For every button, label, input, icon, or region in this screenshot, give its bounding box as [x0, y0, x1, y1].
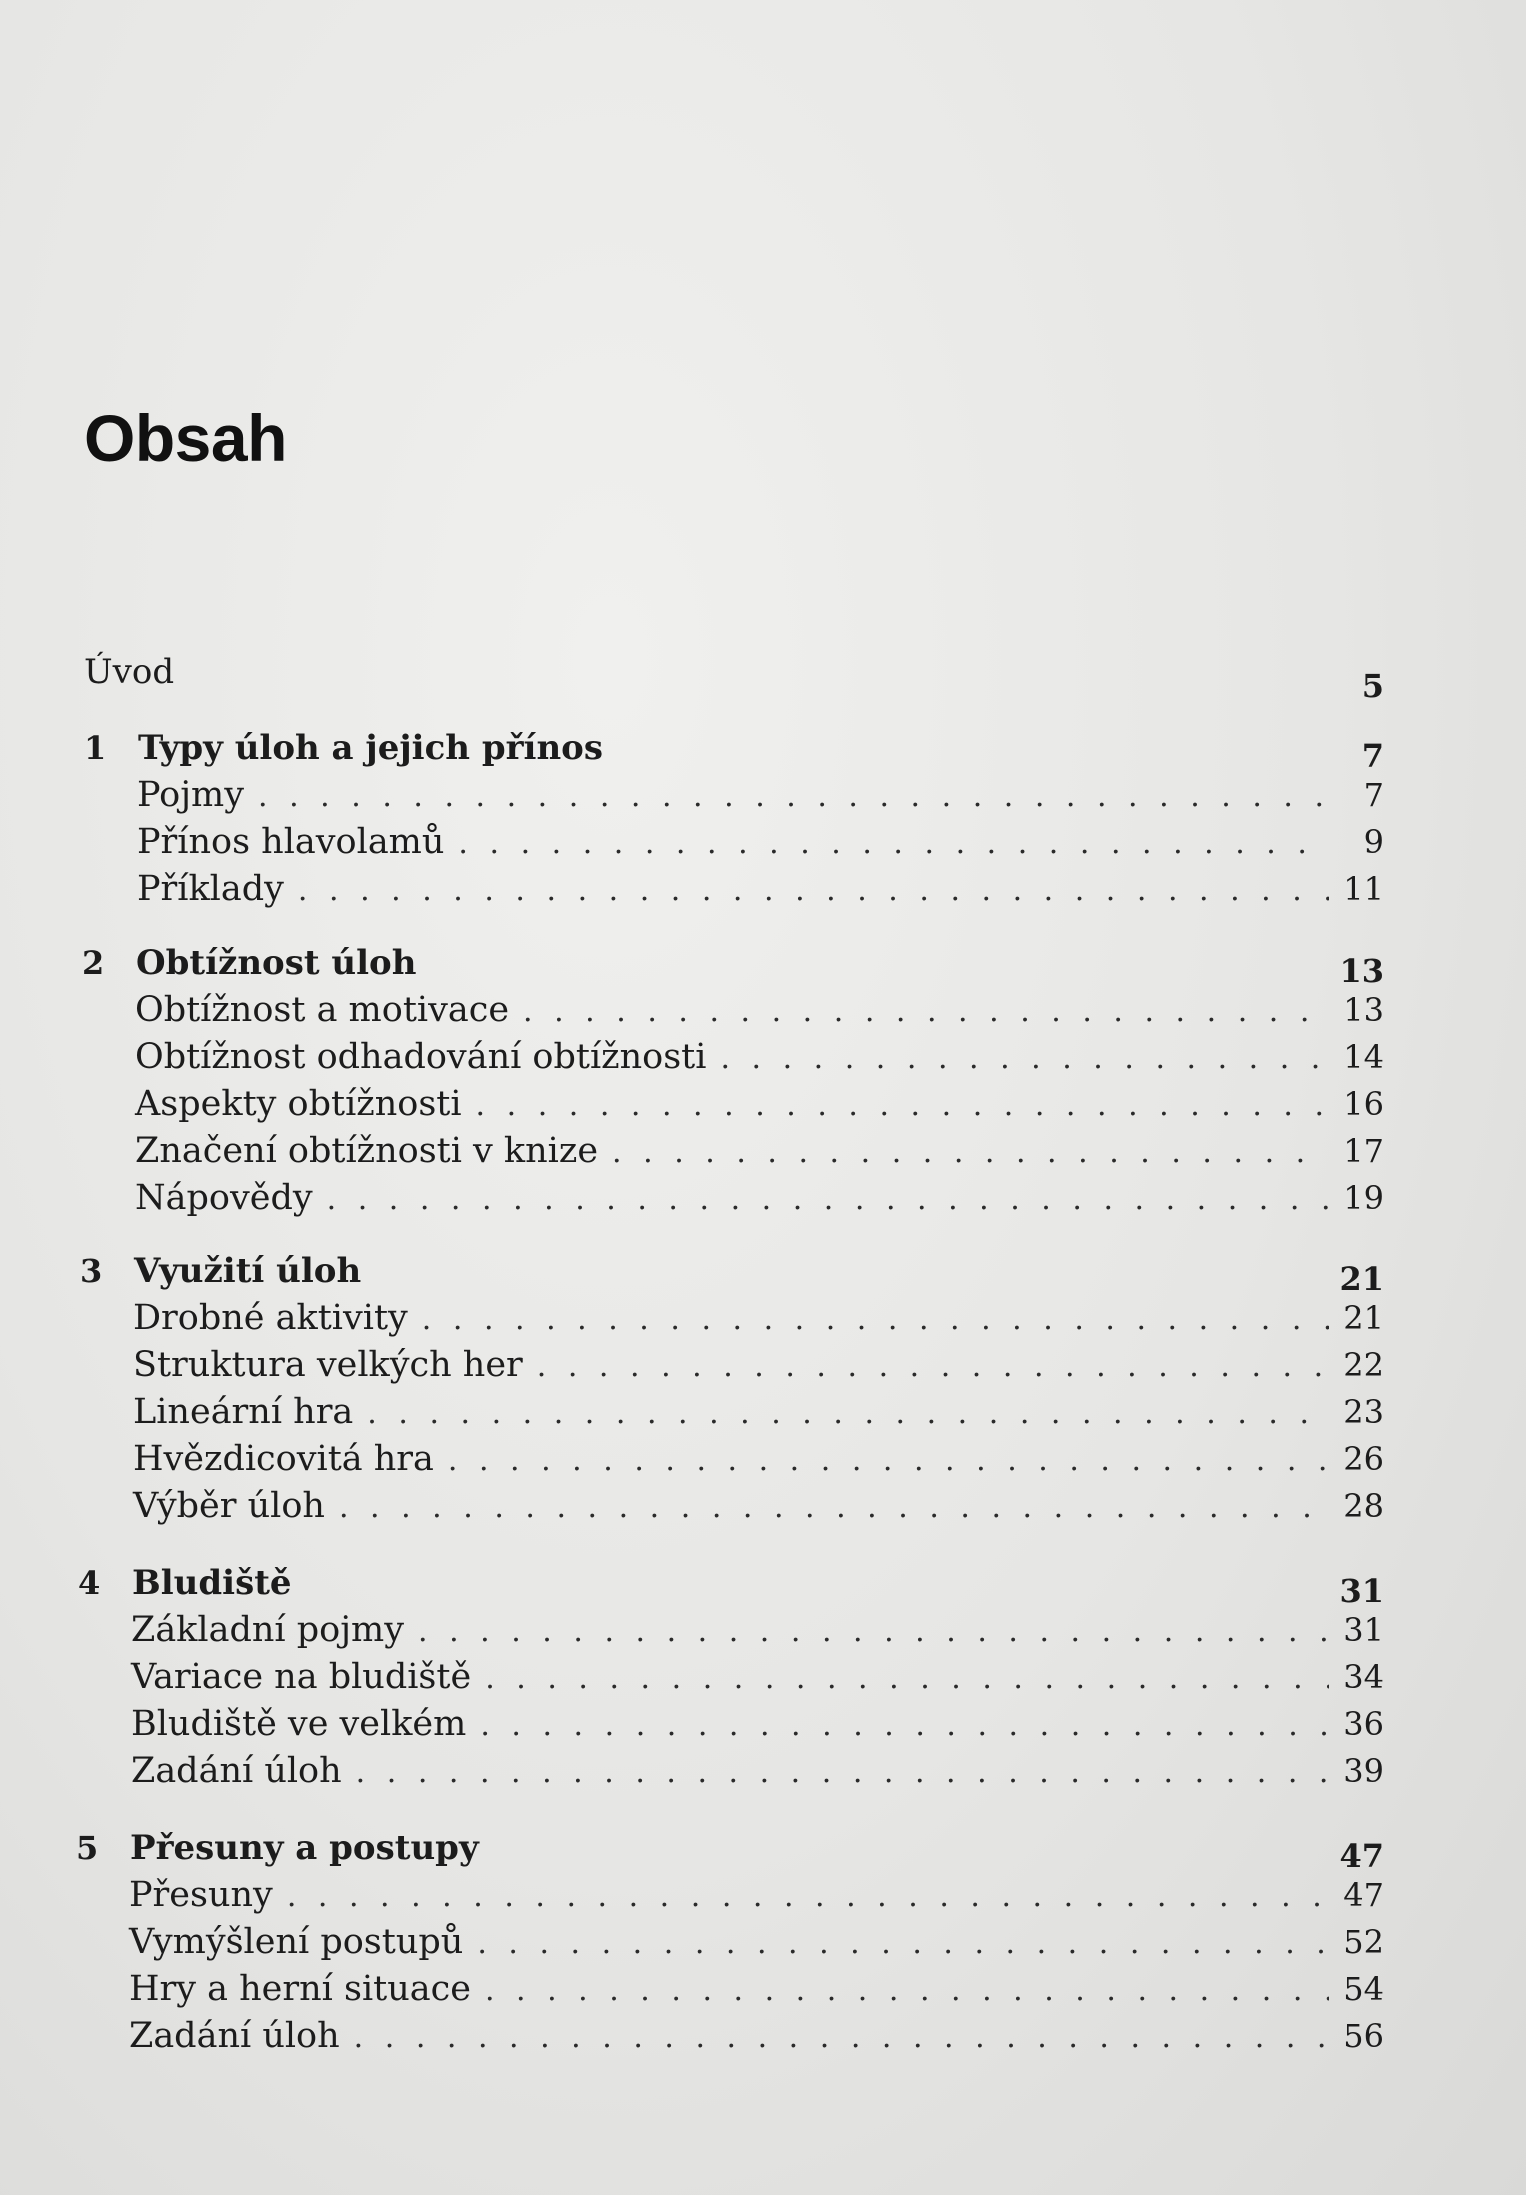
- toc-section[interactable]: [133, 1345, 1384, 1395]
- toc-entry-title: Přesuny a postupy: [130, 1828, 479, 1868]
- toc-section[interactable]: [133, 1439, 1384, 1489]
- toc-entry-title: Pojmy: [137, 775, 245, 815]
- toc-chapter[interactable]: [78, 1563, 1384, 1613]
- toc-entry-title: Hvězdicovitá hra: [133, 1439, 434, 1479]
- leader-dots: [485, 1661, 1329, 1696]
- toc-section[interactable]: [133, 1486, 1384, 1536]
- toc-entry-title: Obtížnost odhadování obtížnosti: [135, 1037, 707, 1077]
- toc-entry-page: 34: [1343, 1658, 1384, 1696]
- toc-entry-page: 21: [1343, 1299, 1384, 1337]
- toc-entry-page: 54: [1343, 1970, 1384, 2008]
- chapter-number: 4: [78, 1564, 101, 1602]
- toc-entry-page: 5: [1361, 667, 1384, 705]
- toc-entry-page: 13: [1343, 991, 1384, 1029]
- toc-entry-title: Typy úloh a jejich přínos: [138, 728, 603, 768]
- leader-dots: [298, 873, 1329, 908]
- leader-dots: [367, 1396, 1329, 1431]
- toc-entry-page: 56: [1343, 2017, 1384, 2055]
- toc-section[interactable]: [129, 2016, 1384, 2066]
- toc-entry-title: Přesuny: [129, 1875, 273, 1915]
- toc-entry-title: Bludiště: [132, 1563, 292, 1603]
- toc-section[interactable]: [133, 1392, 1384, 1442]
- leader-dots: [287, 1879, 1329, 1914]
- chapter-number: 3: [80, 1252, 103, 1290]
- toc-section[interactable]: [129, 1875, 1384, 1925]
- page-title: Obsah: [84, 401, 287, 475]
- toc-section[interactable]: [135, 1178, 1384, 1228]
- toc-entry-page: 47: [1343, 1876, 1384, 1914]
- leader-dots: [485, 1973, 1329, 2008]
- toc-entry-title: Nápovědy: [135, 1178, 313, 1218]
- toc-entry-page: 31: [1343, 1611, 1384, 1649]
- toc-entry-title: Obtížnost úloh: [136, 943, 417, 983]
- toc-entry-intro[interactable]: [84, 652, 1384, 705]
- leader-dots: [356, 1755, 1330, 1790]
- leader-dots: [537, 1349, 1330, 1384]
- toc-entry-title: Vymýšlení postupů: [129, 1922, 464, 1962]
- toc-entry-page: 21: [1339, 1260, 1384, 1298]
- chapter-number: 5: [76, 1829, 99, 1867]
- leader-dots: [458, 826, 1330, 861]
- toc-section[interactable]: [133, 1298, 1384, 1348]
- toc-entry-title: Příklady: [137, 869, 284, 909]
- toc-entry-page: 11: [1343, 870, 1384, 908]
- leader-dots: [720, 1041, 1329, 1076]
- toc-entry-page: 36: [1343, 1705, 1384, 1743]
- toc-entry-page: 9: [1363, 823, 1384, 861]
- toc-entry-title: Lineární hra: [133, 1392, 354, 1432]
- chapter-number: 1: [84, 729, 107, 767]
- toc-entry-page: 7: [1361, 737, 1384, 775]
- toc-entry-title: Výběr úloh: [133, 1486, 325, 1526]
- toc-entry-page: 23: [1343, 1393, 1384, 1431]
- toc-entry-page: 16: [1343, 1085, 1384, 1123]
- leader-dots: [418, 1614, 1329, 1649]
- leader-dots: [354, 2020, 1330, 2055]
- toc-entry-title: Přínos hlavolamů: [137, 822, 445, 862]
- toc-section[interactable]: [137, 822, 1384, 872]
- toc-section[interactable]: [129, 1969, 1384, 2019]
- toc-section[interactable]: [135, 1084, 1384, 1134]
- toc-entry-page: 7: [1363, 776, 1384, 814]
- toc-section[interactable]: [129, 1922, 1384, 1972]
- toc-entry-page: 26: [1343, 1440, 1384, 1478]
- toc-entry-page: 17: [1343, 1132, 1384, 1170]
- toc-entry-title: Využití úloh: [134, 1251, 362, 1291]
- toc-section[interactable]: [137, 869, 1384, 919]
- toc-chapter[interactable]: [82, 943, 1384, 993]
- toc-section[interactable]: [137, 775, 1384, 825]
- toc-section[interactable]: [135, 990, 1384, 1040]
- leader-dots: [258, 779, 1330, 814]
- toc-entry-title: Značení obtížnosti v knize: [135, 1131, 599, 1171]
- toc-entry-page: 28: [1343, 1487, 1384, 1525]
- toc-section[interactable]: [131, 1704, 1384, 1754]
- chapter-number: 2: [82, 944, 105, 982]
- toc-section[interactable]: [135, 1131, 1384, 1181]
- leader-dots: [476, 1088, 1330, 1123]
- leader-dots: [612, 1135, 1329, 1170]
- toc-entry-page: 47: [1339, 1837, 1384, 1875]
- toc-entry-title: Aspekty obtížnosti: [135, 1084, 462, 1124]
- leader-dots: [448, 1443, 1329, 1478]
- toc-entry-title: Zadání úloh: [129, 2016, 340, 2056]
- toc-entry-title: Drobné aktivity: [133, 1298, 408, 1338]
- leader-dots: [523, 994, 1329, 1029]
- toc-chapter[interactable]: [84, 728, 1384, 778]
- toc-entry-page: 52: [1343, 1923, 1384, 1961]
- toc-entry-page: 14: [1343, 1038, 1384, 1076]
- toc-entry-title: Bludiště ve velkém: [131, 1704, 467, 1744]
- leader-dots: [480, 1708, 1329, 1743]
- toc-entry-page: 39: [1343, 1752, 1384, 1790]
- toc-entry-title: Obtížnost a motivace: [135, 990, 510, 1030]
- leader-dots: [327, 1182, 1330, 1217]
- toc-entry-title: Struktura velkých her: [133, 1345, 523, 1385]
- leader-dots: [339, 1490, 1329, 1525]
- toc-entry-page: 13: [1339, 952, 1384, 990]
- toc-chapter[interactable]: [76, 1828, 1384, 1878]
- toc-entry-title: Variace na bludiště: [131, 1657, 472, 1697]
- toc-entry-title: Zadání úloh: [131, 1751, 342, 1791]
- toc-chapter[interactable]: [80, 1251, 1384, 1301]
- toc-section[interactable]: [135, 1037, 1384, 1087]
- toc-entry-title: Hry a herní situace: [129, 1969, 471, 2009]
- toc-section[interactable]: [131, 1657, 1384, 1707]
- toc-section[interactable]: [131, 1610, 1384, 1660]
- toc-entry-title: Úvod: [84, 652, 175, 692]
- toc-entry-page: 19: [1343, 1179, 1384, 1217]
- leader-dots: [422, 1302, 1329, 1337]
- toc-entry-page: 22: [1343, 1346, 1384, 1384]
- toc-entry-title: Základní pojmy: [131, 1610, 405, 1650]
- leader-dots: [477, 1926, 1329, 1961]
- toc-entry-page: 31: [1339, 1572, 1384, 1610]
- toc-section[interactable]: [131, 1751, 1384, 1801]
